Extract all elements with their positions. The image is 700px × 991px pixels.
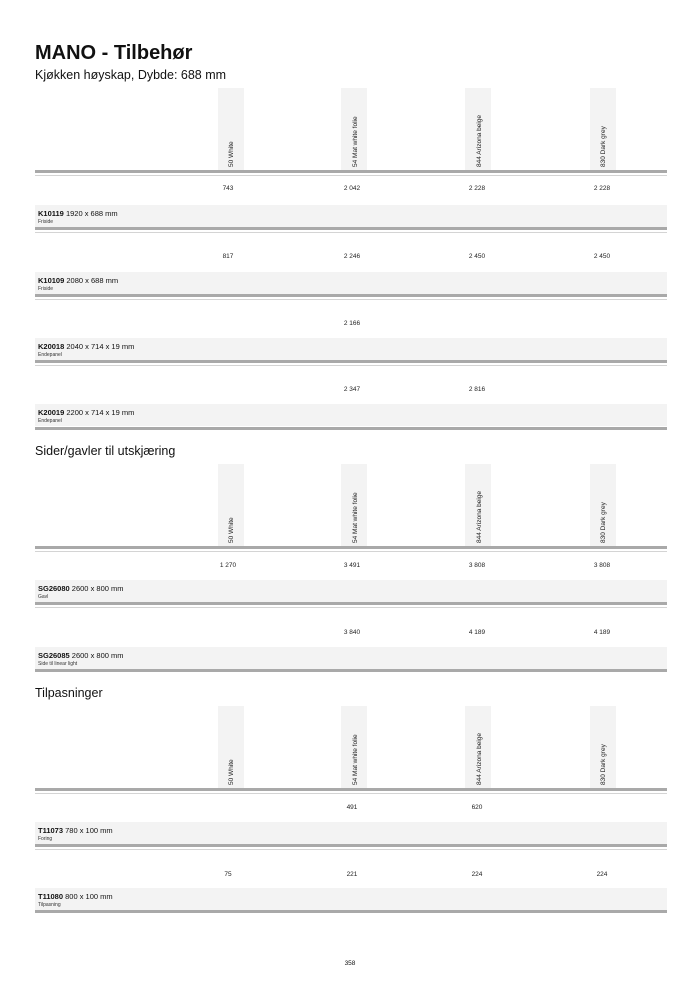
product-code: SG26080 xyxy=(38,584,70,593)
divider xyxy=(35,669,667,672)
divider xyxy=(35,849,667,850)
divider xyxy=(35,602,667,605)
price-cell: 2 228 xyxy=(593,185,611,192)
price-cell: 2 246 xyxy=(343,253,361,260)
column-header-844-arizona-beige: 844 Arizona beige xyxy=(476,114,483,167)
divider xyxy=(35,232,667,233)
price-cell: 221 xyxy=(346,871,358,878)
section-heading: Sider/gavler til utskjæring xyxy=(35,444,176,458)
price-cell: 4 189 xyxy=(468,629,486,636)
product-code: T11080 xyxy=(38,892,64,901)
price-cell: 620 xyxy=(471,804,483,811)
product-dims: 2600 x 800 mm xyxy=(71,584,124,593)
divider xyxy=(35,910,667,913)
price-cell: 2 166 xyxy=(343,320,361,327)
column-header-844-arizona-beige: 844 Arizona beige xyxy=(476,732,483,785)
page-subtitle: Kjøkken høyskap, Dybde: 688 mm xyxy=(35,68,227,82)
product-dims: 2040 x 714 x 19 mm xyxy=(66,342,135,351)
divider xyxy=(35,299,667,300)
price-cell: 2 228 xyxy=(468,185,486,192)
product-code: K10119 xyxy=(38,209,64,218)
price-cell: 224 xyxy=(471,871,483,878)
divider xyxy=(35,788,667,791)
product-code-line xyxy=(38,892,113,901)
product-desc: Side til linear light xyxy=(38,661,78,667)
column-header-830-dark-grey: 830 Dark grey xyxy=(600,744,607,785)
column-header-50-white: 50 White xyxy=(228,517,235,543)
price-cell: 3 491 xyxy=(343,562,361,569)
product-code: T11073 xyxy=(38,826,64,835)
column-header-54-mat-white: 54 Mat white folie xyxy=(352,116,359,167)
price-cell: 2 816 xyxy=(468,386,486,393)
product-desc: Endepanel xyxy=(38,352,62,358)
column-header-50-white: 50 White xyxy=(228,141,235,167)
product-desc: Tilpasning xyxy=(38,902,61,908)
divider xyxy=(35,175,667,176)
divider xyxy=(35,427,667,430)
product-desc: Foring xyxy=(38,836,53,842)
price-cell: 2 450 xyxy=(593,253,611,260)
product-code-line xyxy=(38,209,118,218)
product-band xyxy=(35,272,667,294)
product-code: K10109 xyxy=(38,276,65,285)
column-header-844-arizona-beige: 844 Arizona beige xyxy=(476,490,483,543)
divider xyxy=(35,793,667,794)
product-band xyxy=(35,888,667,910)
price-cell: 2 450 xyxy=(468,253,486,260)
product-code-line xyxy=(38,408,134,417)
product-band xyxy=(35,580,667,602)
price-cell: 75 xyxy=(224,871,232,878)
product-code-line xyxy=(38,651,124,660)
divider xyxy=(35,170,667,173)
product-code: SG26085 xyxy=(38,651,70,660)
divider xyxy=(35,365,667,366)
product-band xyxy=(35,822,667,844)
divider xyxy=(35,360,667,363)
price-cell: 1 270 xyxy=(219,562,237,569)
product-desc: Friside xyxy=(38,219,54,225)
product-dims: 2080 x 688 mm xyxy=(66,276,119,285)
price-cell: 743 xyxy=(222,185,234,192)
divider xyxy=(35,607,667,608)
product-code-line xyxy=(38,276,118,285)
product-desc: Gavl xyxy=(38,594,49,600)
product-code: K20018 xyxy=(38,342,65,351)
divider xyxy=(35,844,667,847)
product-code: K20019 xyxy=(38,408,65,417)
product-code-line xyxy=(38,584,124,593)
column-header-50-white: 50 White xyxy=(228,759,235,785)
price-cell: 817 xyxy=(222,253,234,260)
product-band xyxy=(35,647,667,669)
price-cell: 3 840 xyxy=(343,629,361,636)
divider xyxy=(35,227,667,230)
product-code-line xyxy=(38,826,113,835)
product-dims: 780 x 100 mm xyxy=(65,826,113,835)
price-cell: 2 042 xyxy=(343,185,361,192)
column-header-830-dark-grey: 830 Dark grey xyxy=(600,126,607,167)
price-cell: 3 808 xyxy=(593,562,611,569)
product-dims: 1920 x 688 mm xyxy=(65,209,118,218)
price-cell: 491 xyxy=(346,804,358,811)
product-desc: Endepanel xyxy=(38,418,62,424)
price-cell: 4 189 xyxy=(593,629,611,636)
divider xyxy=(35,546,667,549)
divider xyxy=(35,551,667,552)
product-dims: 800 x 100 mm xyxy=(65,892,113,901)
product-band xyxy=(35,205,667,227)
product-desc: Friside xyxy=(38,286,54,292)
price-cell: 2 347 xyxy=(343,386,361,393)
product-dims: 2200 x 714 x 19 mm xyxy=(66,408,135,417)
column-header-830-dark-grey: 830 Dark grey xyxy=(600,502,607,543)
column-header-54-mat-white: 54 Mat white folie xyxy=(352,492,359,543)
section-heading: Tilpasninger xyxy=(35,686,103,700)
product-dims: 2600 x 800 mm xyxy=(71,651,124,660)
page-title: MANO - Tilbehør xyxy=(35,42,193,64)
product-code-line xyxy=(38,342,134,351)
page-number: 358 xyxy=(344,960,356,967)
column-header-54-mat-white: 54 Mat white folie xyxy=(352,734,359,785)
price-cell: 224 xyxy=(596,871,608,878)
price-cell: 3 808 xyxy=(468,562,486,569)
divider xyxy=(35,294,667,297)
